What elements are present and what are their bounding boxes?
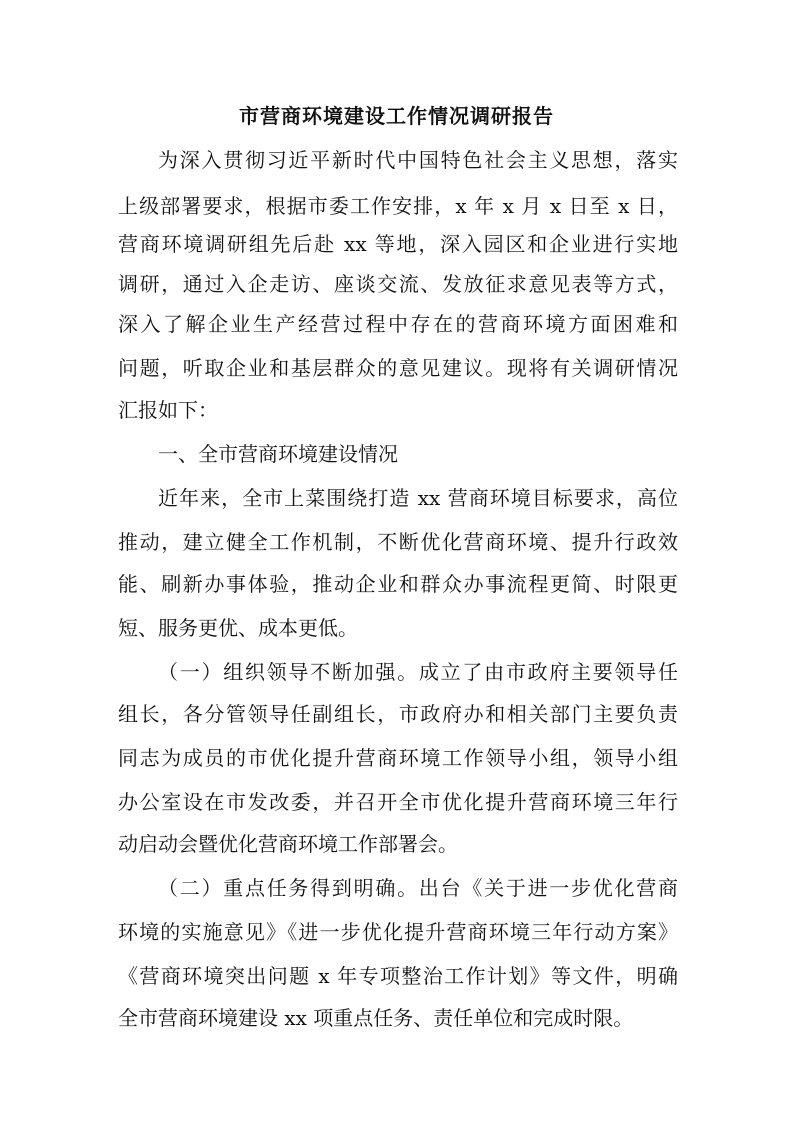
paragraph-line: 《营商环境突出问题 x 年专项整治工作计划》等文件，明确: [118, 964, 678, 988]
section-heading: 一、全市营商环境建设情况: [158, 442, 398, 466]
paragraph-line: （一）组织领导不断加强。成立了由市政府主要领导任: [158, 660, 678, 684]
paragraph-line: 能、刷新办事体验，推动企业和群众办事流程更简、时限更: [118, 572, 678, 596]
paragraph-line: 为深入贯彻习近平新时代中国特色社会主义思想，落实: [158, 148, 678, 172]
paragraph-line: 推动，建立健全工作机制，不断优化营商环境、提升行政效: [118, 530, 678, 554]
paragraph-line: 环境的实施意见》《进一步优化提升营商环境三年行动方案》: [118, 920, 678, 944]
paragraph-line: 同志为成员的市优化提升营商环境工作领导小组，领导小组: [118, 746, 678, 770]
paragraph-line: 营商环境调研组先后赴 xx 等地，深入园区和企业进行实地: [118, 232, 678, 256]
paragraph-line: 全市营商环境建设 xx 项重点任务、责任单位和完成时限。: [118, 1006, 634, 1030]
paragraph-line: 调研，通过入企走访、座谈交流、发放征求意见表等方式，: [118, 272, 678, 296]
paragraph-line: 深入了解企业生产经营过程中存在的营商环境方面困难和: [118, 312, 678, 336]
document-title: 市营商环境建设工作情况调研报告: [239, 104, 554, 128]
paragraph-line: （二）重点任务得到明确。出台《关于进一步优化营商: [158, 876, 678, 900]
paragraph-line: 上级部署要求，根据市委工作安排，x 年 x 月 x 日至 x 日，: [118, 194, 678, 218]
paragraph-line: 组长，各分管领导任副组长，市政府办和相关部门主要负责: [118, 702, 678, 726]
paragraph-line: 办公室设在市发改委，并召开全市优化提升营商环境三年行: [118, 790, 678, 814]
paragraph-line: 问题，听取企业和基层群众的意见建议。现将有关调研情况: [118, 356, 678, 380]
paragraph-line: 汇报如下：: [118, 398, 218, 422]
paragraph-line: 短、服务更优、成本更低。: [118, 616, 358, 640]
paragraph-line: 近年来，全市上菜围绕打造 xx 营商环境目标要求，高位: [158, 486, 678, 510]
paragraph-line: 动启动会暨优化营商环境工作部署会。: [118, 832, 458, 856]
